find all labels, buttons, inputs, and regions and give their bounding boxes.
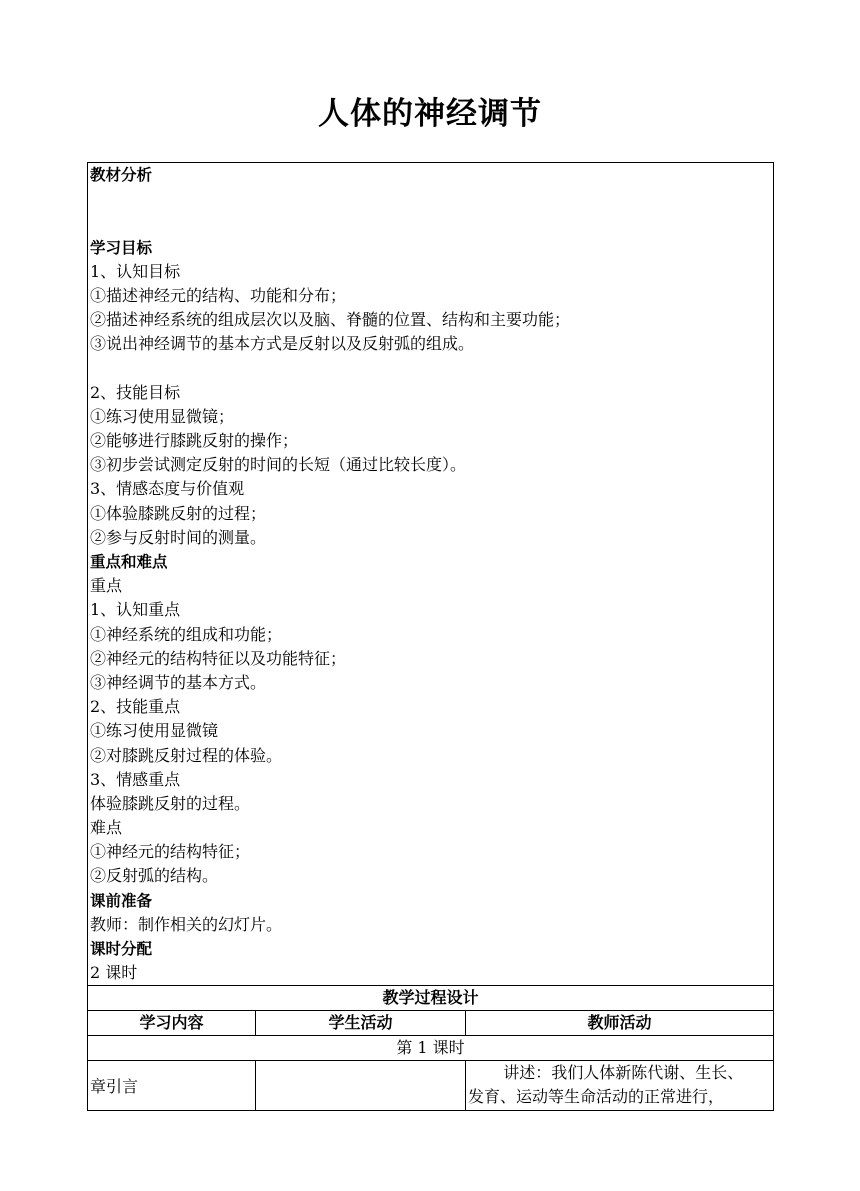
key-point-line: 难点 [90, 818, 123, 838]
objective-line: ②描述神经系统的组成层次以及脑、脊髓的位置、结构和主要功能； [90, 310, 571, 330]
key-point-line: 2、技能重点 [90, 697, 181, 717]
row-student-cell [256, 1061, 466, 1111]
objective-line: 1、认知目标 [90, 261, 181, 281]
key-point-line: ②对膝跳反射过程的体验。 [90, 745, 283, 765]
section-heading-objectives: 学习目标 [90, 238, 153, 257]
key-point-line: 重点 [90, 576, 123, 596]
key-point-line: ②反射弧的结构。 [90, 866, 219, 886]
key-point-line: ③神经调节的基本方式。 [90, 672, 267, 692]
teacher-text-line: 讲述：我们人体新陈代谢、生长、 [503, 1063, 744, 1083]
preparation-line: 教师：制作相关的幻灯片。 [90, 914, 283, 934]
objective-line: ①描述神经元的结构、功能和分布； [90, 285, 347, 305]
section-heading-key-points: 重点和难点 [90, 553, 168, 571]
objective-line: ③初步尝试测定反射的时间的长短（通过比较长度）。 [90, 455, 467, 475]
key-point-line: 1、认知重点 [90, 600, 181, 620]
objective-line: 2、技能目标 [90, 382, 181, 402]
section-heading-analysis: 教材分析 [90, 166, 153, 184]
col-header-teacher: 教师活动 [466, 1011, 774, 1036]
section-heading-preparation: 课前准备 [90, 891, 153, 910]
objective-line: ②参与反射时间的测量。 [90, 527, 267, 547]
objective-line: ②能够进行膝跳反射的操作； [90, 431, 299, 451]
objective-line: 3、情感态度与价值观 [90, 479, 245, 499]
objective-line: ③说出神经调节的基本方式是反射以及反射弧的组成。 [90, 334, 475, 354]
lesson-label: 第 1 课时 [88, 1036, 774, 1061]
row-teacher-cell [466, 1061, 774, 1111]
intro-cell [88, 163, 774, 986]
key-point-line: ①练习使用显微镜 [90, 721, 219, 741]
key-point-line: 3、情感重点 [90, 769, 181, 789]
key-point-line: ①神经系统的组成和功能； [90, 624, 283, 644]
row-content-cell: 章引言 [88, 1061, 256, 1111]
key-point-line: 体验膝跳反射的过程。 [90, 793, 251, 813]
teacher-text-line: 发育、运动等生命活动的正常进行， [468, 1087, 725, 1107]
key-point-line: ①神经元的结构特征； [90, 842, 251, 862]
objective-line: ①体验膝跳反射的过程； [90, 503, 267, 523]
section-heading-schedule: 课时分配 [90, 940, 153, 958]
lesson-plan-table [87, 162, 774, 1111]
col-header-student: 学生活动 [256, 1011, 466, 1036]
col-header-content: 学习内容 [88, 1011, 256, 1036]
page-title: 人体的神经调节 [318, 96, 542, 132]
key-point-line: ②神经元的结构特征以及功能特征； [90, 648, 347, 668]
objective-line: ①练习使用显微镜； [90, 406, 235, 426]
process-title: 教学过程设计 [88, 986, 774, 1011]
schedule-line: 2 课时 [90, 963, 138, 983]
